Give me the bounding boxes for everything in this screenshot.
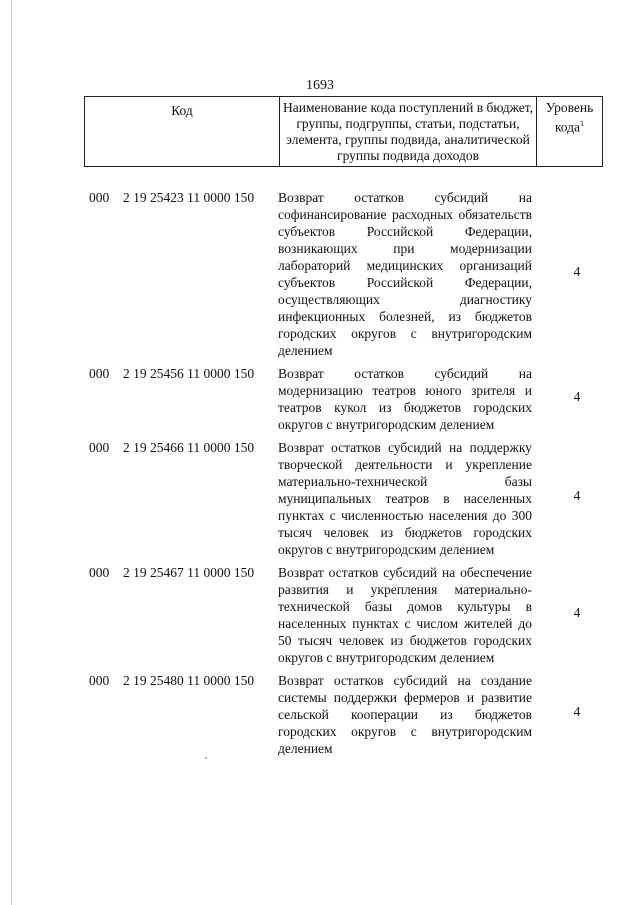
header-name: Наименование кода поступлений в бюджет, группы, подгруппы, статьи, подстатьи, элемента, группы подвида, аналитической группы подвида доходов [280,97,537,167]
row-budget-code: 2 19 25423 11 0000 150 [123,190,255,205]
header-level-label: Уровень кода [545,100,594,135]
row-level: 4 [573,388,581,404]
row-name: Возврат остатков субсидий на софинансирование расходных обязательств субъектов Российской Федерации, возникающих при модернизации лабораторий медицинских организаций субъектов Российской Федерации, осуществляющих диагностику инфекционных болезней, из бюджетов городских округов с внутригородским делением [278,190,532,358]
header-level-footnote: 1 [580,119,585,128]
row-level: 4 [573,488,581,503]
row-name: Возврат остатков субсидий на обеспечение развития и укрепления материально-технической базы домов культуры в населенных пунктах с числом жителей до 50 тысяч человек из бюджетов городских округов с внутригородским делением [278,565,532,665]
row-budget-code: 2 19 25456 11 0000 150 [123,366,255,381]
row-budget-code: 2 19 25466 11 0000 150 [123,440,255,455]
table-header [84,96,603,167]
scan-artifact-line [11,0,12,905]
row-admin-code: 000 [89,440,110,455]
row-level: 4 [573,704,581,719]
table-body [84,183,614,757]
scan-speck [205,757,207,759]
row-admin-code: 000 [89,366,110,381]
row-budget-code: 2 19 25467 11 0000 150 [123,565,255,580]
table-row [84,558,614,666]
row-level: 4 [573,263,581,279]
row-name: Возврат остатков субсидий на модернизацию театров юного зрителя и театров кукол из бюджетов городских округов с внутригородским делением [278,366,532,432]
row-budget-code: 2 19 25480 11 0000 150 [123,673,255,688]
row-name: Возврат остатков субсидий на создание системы поддержки фермеров и развитие сельской кооперации из бюджетов городских округов с внутригородским делением [278,673,532,756]
header-code: Код [85,97,280,167]
row-level: 4 [573,604,581,620]
row-name: Возврат остатков субсидий на поддержку творческой деятельности и укрепление материально-технической базы муниципальных театров в населенных пунктах с численностью населения до 300 тысяч человек из бюджетов городских округов с внутригородским делением [278,440,532,557]
table-row [84,433,614,558]
page-number: 1693 [306,78,334,93]
row-admin-code: 000 [89,673,110,688]
header-level [537,97,603,167]
table-row [84,666,614,757]
table-row [84,183,614,359]
table-row [84,359,614,433]
row-admin-code: 000 [89,190,110,205]
row-admin-code: 000 [89,565,110,580]
